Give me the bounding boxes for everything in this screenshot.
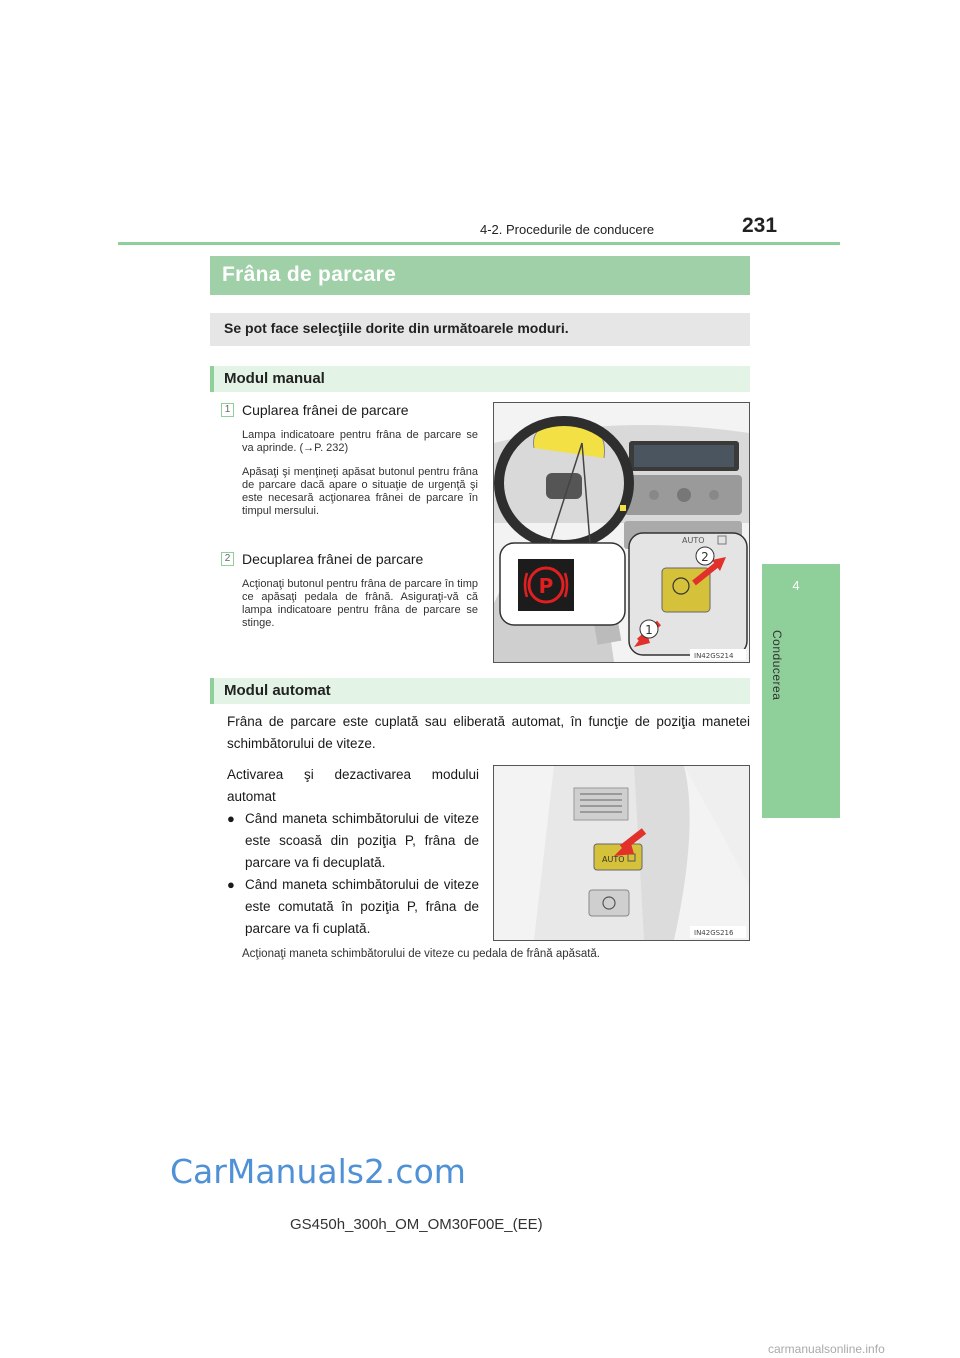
step1-number: 1 — [221, 403, 234, 417]
callout-2: 2 — [701, 550, 709, 564]
manual-code: GS450h_300h_OM_OM30F00E_(EE) — [290, 1216, 543, 1233]
image2-code: IN42GS216 — [694, 929, 734, 937]
interior-drawing — [494, 403, 749, 662]
console-drawing — [494, 766, 749, 940]
auto-button-label: AUTO — [602, 855, 625, 864]
chapter-tab-label-wrap — [770, 630, 810, 790]
activation-title: Activarea şi dezactivarea modului automat — [227, 767, 479, 804]
running-header-section: 4-2. Procedurile de conducere — [480, 222, 655, 237]
image1-code: IN42GS214 — [694, 652, 734, 660]
watermark-site: carmanualsonline.info — [768, 1342, 885, 1356]
chapter-tab-number: 4 — [792, 578, 800, 593]
intro-bar — [210, 313, 750, 346]
page-number: 231 — [742, 214, 778, 237]
bullet-dot-icon: ● — [227, 811, 235, 826]
auto-mode-illustration — [493, 765, 750, 941]
step1-note1: Lampa indicatoare pentru frâna de parcare se va aprinde. (→P. 232) — [242, 429, 478, 454]
auto-mode-note: Acţionaţi maneta schimbătorului de viteze cu pedala de frână apăsată. — [242, 948, 600, 960]
indicator-p-letter: P — [538, 574, 554, 598]
auto-mode-intro: Frâna de parcare este cuplată sau eliberată automat, în funcţie de poziţia manetei schimbătorului de viteze. — [227, 714, 750, 751]
manual-mode-heading-bar — [210, 366, 750, 392]
section-title-bar — [210, 256, 750, 295]
step2-title: Decuplarea frânei de parcare — [242, 551, 424, 567]
bullet-item — [227, 874, 479, 940]
chapter-tab-label: Conducerea — [770, 630, 784, 701]
bullet-text: Când maneta schimbătorului de viteze este comutată în poziţia P, frâna de parcare va fi cuplată. — [245, 877, 479, 936]
bullet-dot-icon: ● — [227, 877, 235, 892]
callout-1: 1 — [645, 623, 653, 637]
step1-title: Cuplarea frânei de parcare — [242, 402, 409, 418]
section-title: Frâna de parcare — [222, 263, 397, 286]
step2-number: 2 — [221, 552, 234, 566]
auto-mode-heading-bar — [210, 678, 750, 704]
watermark-logo: CarManuals2.com — [170, 1152, 466, 1191]
header-rule — [118, 242, 840, 245]
auto-mode-heading: Modul automat — [224, 682, 331, 699]
bullet-text: Când maneta schimbătorului de viteze este scoasă din poziţia P, frâna de parcare va fi decuplată. — [245, 811, 479, 870]
step2-note: Acţionaţi butonul pentru frâna de parcare în timp ce apăsaţi pedala de frână. Asiguraţi-vă că lampa indicatoare pentru frâna de parcare se stinge. — [242, 578, 478, 629]
intro-text: Se pot face selecţiile dorite din următoarele moduri. — [224, 320, 569, 336]
bullet-item — [227, 808, 479, 874]
parking-brake-illustration — [493, 402, 750, 663]
manual-mode-heading: Modul manual — [224, 370, 325, 387]
auto-label: AUTO — [682, 536, 705, 545]
step1-note2: Apăsaţi şi menţineţi apăsat butonul pentru frâna de parcare dacă apare o situaţie de urgenţă şi este necesară acţionarea frânei de parcare în timpul mersului. — [242, 466, 478, 517]
